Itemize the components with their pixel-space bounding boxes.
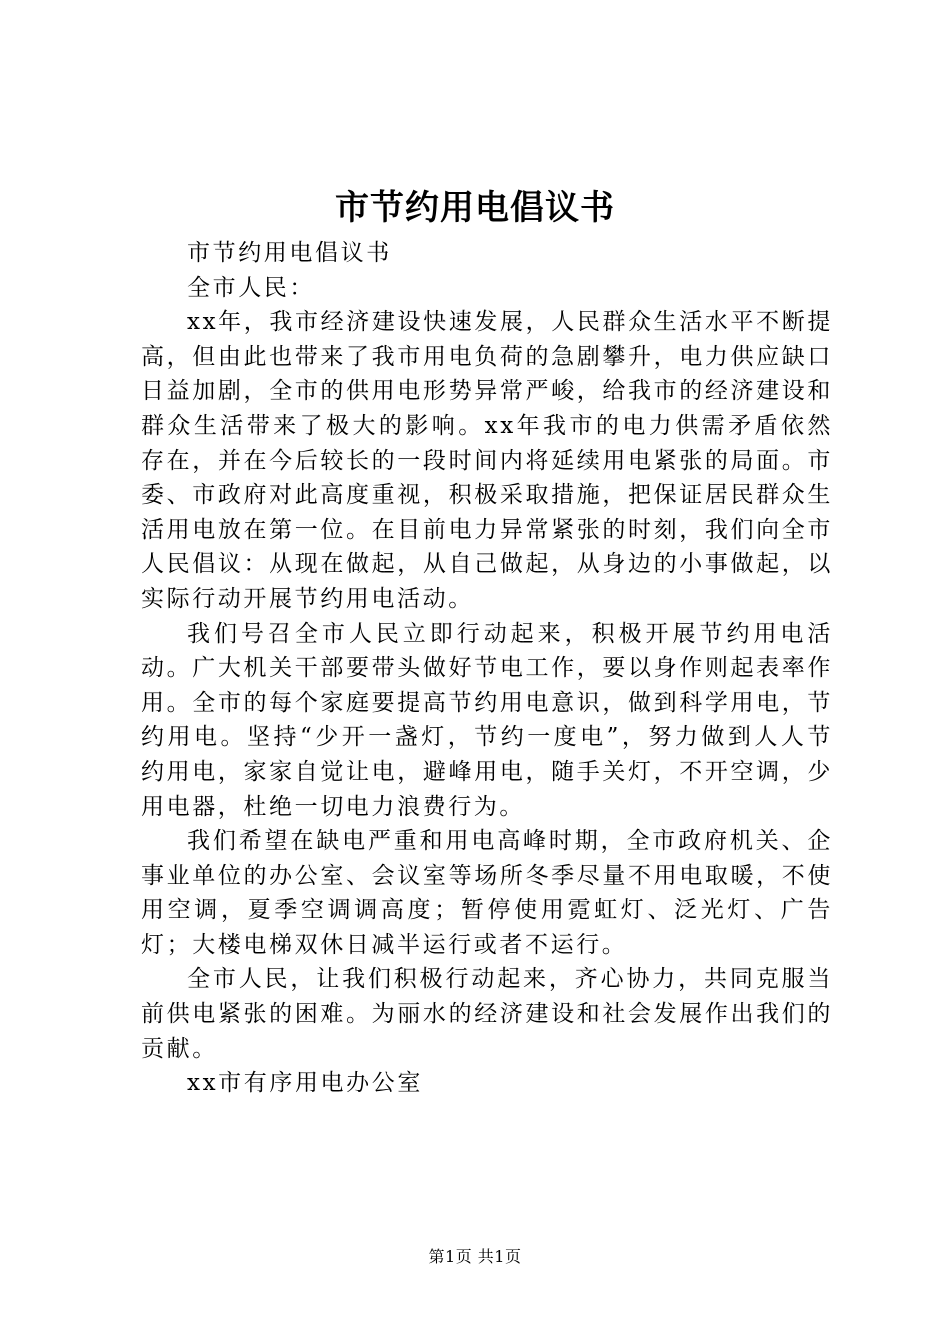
document-body — [141, 236, 833, 1101]
body-paragraph: 我们号召全市人民立即行动起来，积极开展节约用电活动。广大机关干部要带头做好节电工作，要以身作则起表率作用。全市的每个家庭要提高节约用电意识，做到科学用电，节约用电。坚持“少开一盏灯，节约一度电”，努力做到人人节约用电，家家自觉让电，避峰用电，随手关灯，不开空调，少用电器，杜绝一切电力浪费行为。 — [141, 620, 833, 820]
body-paragraph: xx年，我市经济建设快速发展，人民群众生活水平不断提高，但由此也带来了我市用电负荷的急剧攀升，电力供应缺口日益加剧，全市的供用电形势异常严峻，给我市的经济建设和群众生活带来了极大的影响。xx年我市的电力供需矛盾依然存在，并在今后较长的一段时间内将延续用电紧张的局面。市委、市政府对此高度重视，积极采取措施，把保证居民群众生活用电放在第一位。在目前电力异常紧张的时刻，我们向全市人民倡议：从现在做起，从自己做起，从身边的小事做起，以实际行动开展节约用电活动。 — [141, 309, 833, 612]
document-title: 市节约用电倡议书 — [335, 188, 615, 228]
page-footer: 第1页 共1页 — [428, 1247, 522, 1266]
body-paragraph: 我们希望在缺电严重和用电高峰时期，全市政府机关、企事业单位的办公室、会议室等场所冬季尽量不用电取暖，不使用空调，夏季空调调高度；暂停使用霓虹灯、泛光灯、广告灯；大楼电梯双休日减半运行或者不运行。 — [141, 828, 833, 958]
salutation-paragraph: 全市人民： — [187, 274, 315, 301]
subtitle-paragraph: 市节约用电倡议书 — [187, 240, 392, 266]
body-paragraph: 全市人民，让我们积极行动起来，齐心协力，共同克服当前供电紧张的困难。为丽水的经济建设和社会发展作出我们的贡献。 — [141, 966, 833, 1062]
signature-paragraph: xx市有序用电办公室 — [187, 1070, 423, 1097]
